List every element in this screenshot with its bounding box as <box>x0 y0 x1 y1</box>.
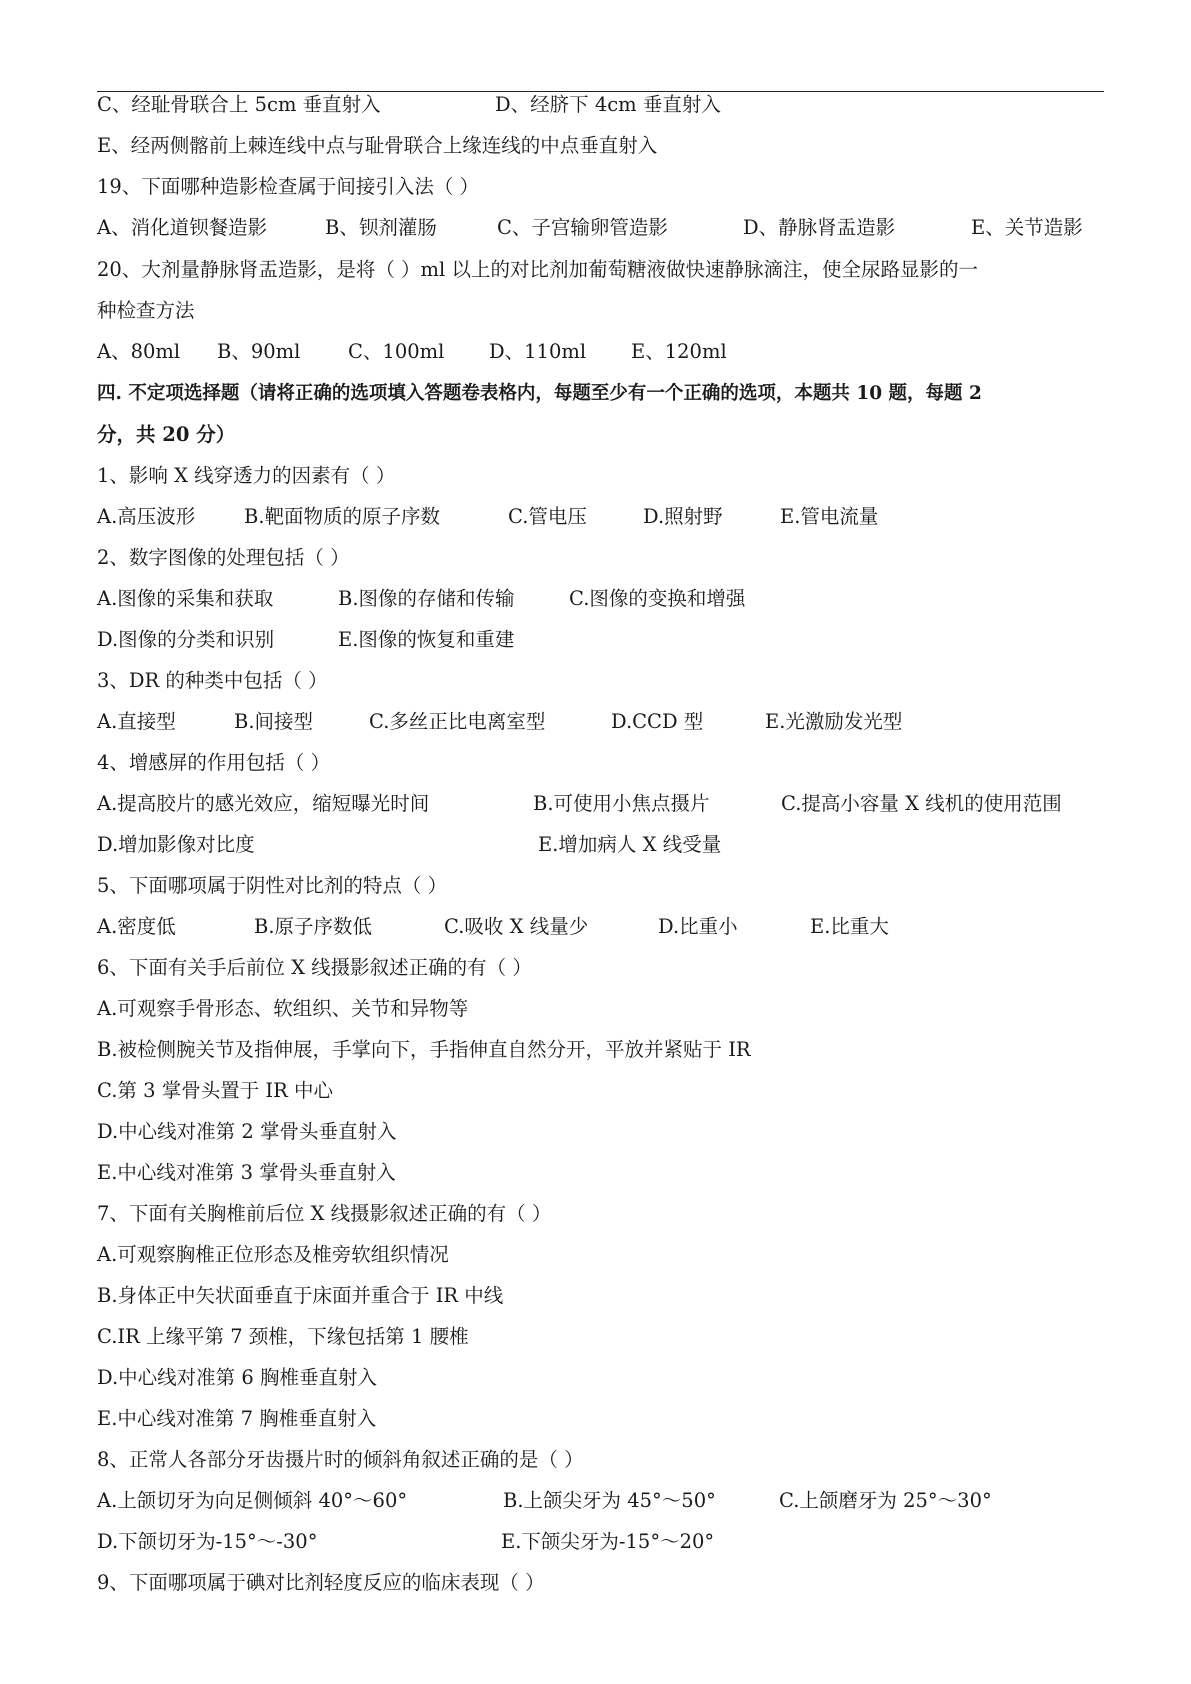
option-c: C、经耻骨联合上 5cm 垂直射入 <box>97 93 381 116</box>
option-e: E、120ml <box>631 340 727 363</box>
question-5: 5、下面哪项属于阴性对比剂的特点（ ） <box>97 874 448 897</box>
option-d: D.中心线对准第 6 胸椎垂直射入 <box>97 1366 377 1389</box>
option-b: B.原子序数低 <box>254 915 373 938</box>
question-2: 2、数字图像的处理包括（ ） <box>97 546 350 569</box>
option-a: A.提高胶片的感光效应，缩短曝光时间 <box>97 792 430 815</box>
option-c: C.图像的变换和增强 <box>569 587 746 610</box>
question-4: 4、增感屏的作用包括（ ） <box>97 751 331 774</box>
question-9: 9、下面哪项属于碘对比剂轻度反应的临床表现（ ） <box>97 1571 545 1594</box>
option-a: A、80ml <box>97 340 181 363</box>
option-a: A.高压波形 <box>97 505 196 528</box>
option-b: B.靶面物质的原子序数 <box>244 505 441 528</box>
header-rule <box>97 91 1104 92</box>
option-e: E.比重大 <box>810 915 889 938</box>
question-3: 3、DR 的种类中包括（ ） <box>97 669 328 692</box>
option-d: D、经脐下 4cm 垂直射入 <box>495 93 721 116</box>
option-c: C.第 3 掌骨头置于 IR 中心 <box>97 1079 334 1102</box>
option-e: E.管电流量 <box>780 505 879 528</box>
option-d: D.比重小 <box>658 915 738 938</box>
section-heading: 四. 不定项选择题（请将正确的选项填入答题卷表格内，每题至少有一个正确的选项，本题共 10 题，每题 2 <box>97 383 982 404</box>
option-d: D.CCD 型 <box>611 710 704 733</box>
question-8: 8、正常人各部分牙齿摄片时的倾斜角叙述正确的是（ ） <box>97 1448 584 1471</box>
question-7: 7、下面有关胸椎前后位 X 线摄影叙述正确的有（ ） <box>97 1202 552 1225</box>
option-e: E.中心线对准第 3 掌骨头垂直射入 <box>97 1161 396 1184</box>
question-1: 1、影响 X 线穿透力的因素有（ ） <box>97 464 396 487</box>
option-e: E.中心线对准第 7 胸椎垂直射入 <box>97 1407 377 1430</box>
option-a: A.密度低 <box>97 915 176 938</box>
option-b: B、钡剂灌肠 <box>325 216 437 239</box>
question-20-continued: 种检查方法 <box>97 299 195 322</box>
option-c: C.多丝正比电离室型 <box>369 710 546 733</box>
option-a: A.图像的采集和获取 <box>97 587 274 610</box>
question-6: 6、下面有关手后前位 X 线摄影叙述正确的有（ ） <box>97 956 532 979</box>
option-b: B、90ml <box>217 340 301 363</box>
section-heading-continued: 分，共 20 分） <box>97 423 236 446</box>
option-c: C.提高小容量 X 线机的使用范围 <box>781 792 1062 815</box>
option-d: D.中心线对准第 2 掌骨头垂直射入 <box>97 1120 397 1143</box>
option-a: A.上颌切牙为向足侧倾斜 40°～60° <box>97 1489 408 1512</box>
option-b: B.图像的存储和传输 <box>338 587 515 610</box>
option-d: D.下颌切牙为-15°～-30° <box>97 1530 318 1553</box>
option-c: C.IR 上缘平第 7 颈椎，下缘包括第 1 腰椎 <box>97 1325 469 1348</box>
option-b: B.可使用小焦点摄片 <box>533 792 710 815</box>
option-b: B.身体正中矢状面垂直于床面并重合于 IR 中线 <box>97 1284 504 1307</box>
option-c: C.吸收 X 线量少 <box>444 915 589 938</box>
option-c: C.管电压 <box>508 505 587 528</box>
question-19: 19、下面哪种造影检查属于间接引入法（ ） <box>97 175 480 198</box>
option-e: E、经两侧髂前上棘连线中点与耻骨联合上缘连线的中点垂直射入 <box>97 134 658 157</box>
option-c: C、100ml <box>348 340 445 363</box>
option-a: A.可观察胸椎正位形态及椎旁软组织情况 <box>97 1243 449 1266</box>
option-a: A、消化道钡餐造影 <box>97 216 268 239</box>
option-d: D.增加影像对比度 <box>97 833 255 856</box>
question-20: 20、大剂量静脉肾盂造影，是将（ ）ml 以上的对比剂加葡萄糖液做快速静脉滴注，使全尿路显影的一 <box>97 258 978 281</box>
option-d: D、110ml <box>489 340 587 363</box>
option-d: D、静脉肾盂造影 <box>743 216 896 239</box>
option-c: C.上颌磨牙为 25°～30° <box>779 1489 992 1512</box>
option-e: E.图像的恢复和重建 <box>338 628 515 651</box>
option-b: B.间接型 <box>234 710 314 733</box>
option-d: D.图像的分类和识别 <box>97 628 275 651</box>
option-a: A.可观察手骨形态、软组织、关节和异物等 <box>97 997 469 1020</box>
option-c: C、子宫输卵管造影 <box>497 216 668 239</box>
option-b: B.上颌尖牙为 45°～50° <box>503 1489 716 1512</box>
option-e: E、关节造影 <box>971 216 1083 239</box>
option-d: D.照射野 <box>643 505 723 528</box>
option-e: E.光激励发光型 <box>765 710 903 733</box>
option-e: E.增加病人 X 线受量 <box>538 833 722 856</box>
option-a: A.直接型 <box>97 710 176 733</box>
option-e: E.下颌尖牙为-15°～20° <box>501 1530 715 1553</box>
option-b: B.被检侧腕关节及指伸展，手掌向下，手指伸直自然分开，平放并紧贴于 IR <box>97 1038 751 1061</box>
